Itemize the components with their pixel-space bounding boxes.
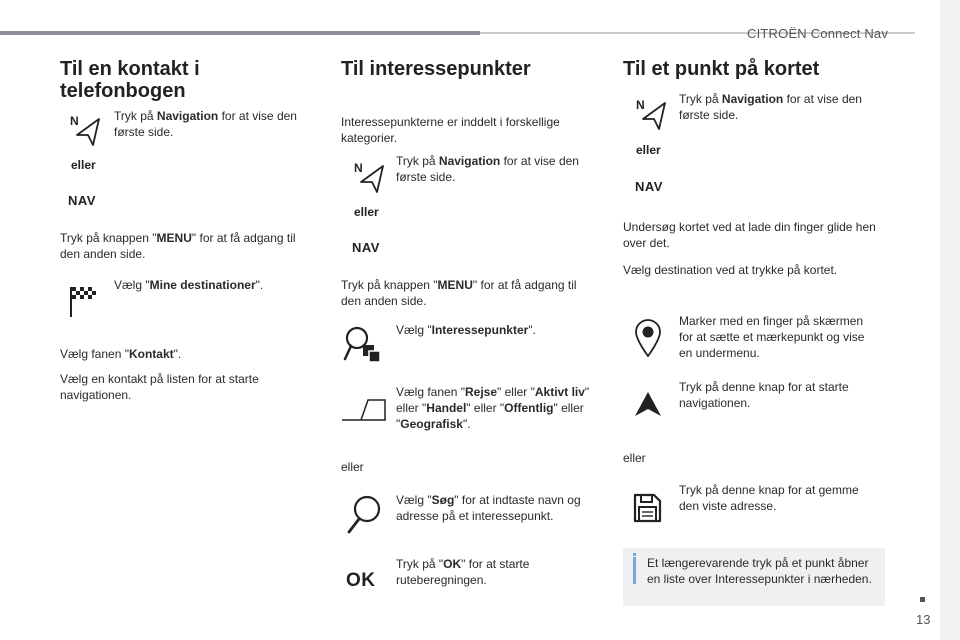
col3-eller-plain: eller <box>623 451 646 465</box>
info-icon-bar <box>633 557 636 584</box>
header-bar <box>0 31 480 35</box>
col3-heading: Til et punkt på kortet <box>623 58 820 80</box>
compass-letter: N <box>636 98 645 112</box>
page-marker <box>920 597 925 602</box>
col3-explore-text: Undersøg kortet ved at lade din finger glide hen over det. <box>623 220 876 250</box>
start-navigation-icon <box>633 390 663 418</box>
col2-tab-text: Vælg fanen "Rejse" eller "Aktivt liv" eller "Handel" eller "Offentlig" eller "Geografisk". <box>396 385 590 431</box>
compass-icon <box>632 98 668 130</box>
side-strip <box>940 0 960 640</box>
nav-button-label: NAV <box>68 193 96 208</box>
col2-heading: Til interessepunkter <box>341 58 531 80</box>
col1-contact-text: Vælg en kontakt på listen for at starte navigationen. <box>60 372 259 402</box>
nav-button-label: NAV <box>635 179 663 194</box>
col2-ok-text: Tryk på "OK" for at starte ruteberegningen. <box>396 557 530 587</box>
search-icon <box>344 494 384 536</box>
checkered-flag-icon <box>68 284 96 318</box>
compass-letter: N <box>354 161 363 175</box>
col3-eller: eller <box>636 143 661 157</box>
map-pin-icon <box>634 318 662 358</box>
compass-letter: N <box>70 114 79 128</box>
col1-heading: Til en kontakt i telefonbogen <box>60 58 200 102</box>
save-icon <box>632 492 662 524</box>
page-number: 13 <box>916 612 931 627</box>
col1-step-navigation: Tryk på Navigation for at vise den første side. <box>114 109 297 139</box>
col2-select-poi: Vælg "Interessepunkter". <box>396 323 536 337</box>
compass-icon <box>350 161 386 193</box>
col1-eller: eller <box>71 158 96 172</box>
col3-save-text: Tryk på denne knap for at gemme den viste adresse. <box>679 483 859 513</box>
col3-step-navigation: Tryk på Navigation for at vise den første side. <box>679 92 862 122</box>
poi-search-icon <box>342 325 384 367</box>
col3-destination-text: Vælg destination ved at trykke på kortet. <box>623 263 838 277</box>
nav-button-label: NAV <box>352 240 380 255</box>
col2-eller: eller <box>354 205 379 219</box>
col2-search-text: Vælg "Søg" for at indtaste navn og adresse på et interessepunkt. <box>396 493 581 523</box>
col3-info-text: Et længerevarende tryk på et punkt åbner en liste over Interessepunkter i nærheden. <box>647 556 872 586</box>
col1-menu-text: Tryk på knappen "MENU" for at få adgang til den anden side. <box>60 231 296 261</box>
col3-marker-text: Marker med en finger på skærmen for at sætte et mærkepunkt og vise en undermenu. <box>679 314 865 360</box>
col1-tab-text: Vælg fanen "Kontakt". <box>60 347 182 361</box>
col2-intro: Interessepunkterne er inddelt i forskellige kategorier. <box>341 115 560 145</box>
tab-icon <box>341 397 387 423</box>
col2-eller-plain: eller <box>341 460 364 474</box>
col1-select-destinations: Vælg "Mine destinationer". <box>114 278 264 292</box>
col2-step-navigation: Tryk på Navigation for at vise den første side. <box>396 154 579 184</box>
col2-menu-text: Tryk på knappen "MENU" for at få adgang til den anden side. <box>341 278 577 308</box>
compass-icon <box>66 114 102 146</box>
col3-start-text: Tryk på denne knap for at starte navigationen. <box>679 380 849 410</box>
info-icon <box>633 553 636 556</box>
ok-button-label: OK <box>346 570 376 591</box>
header-title: CITROËN Connect Nav <box>747 26 889 41</box>
